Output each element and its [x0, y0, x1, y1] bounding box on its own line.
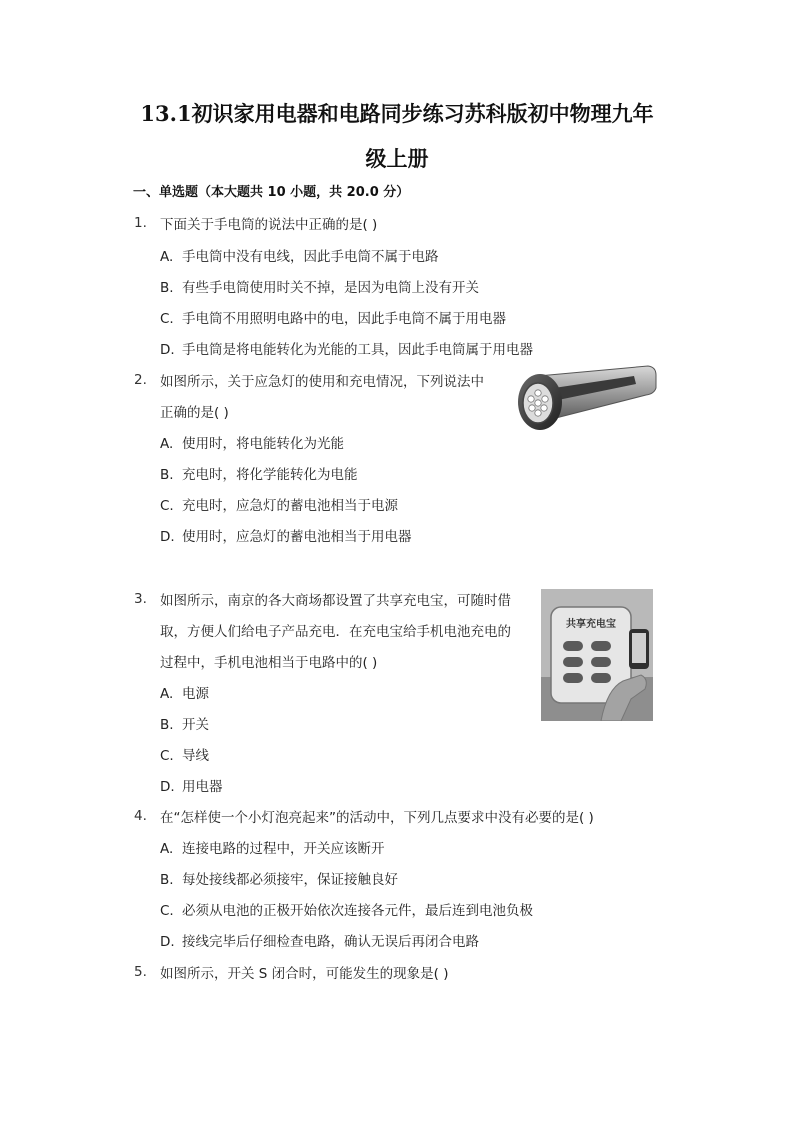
option-label: D. [160, 342, 175, 358]
option-text: 开关 [182, 717, 209, 733]
flashlight-figure [508, 362, 658, 438]
option-text: 使用时，应急灯的蓄电池相当于用电器 [182, 529, 412, 545]
option-label: D. [160, 779, 175, 795]
question-1-option-c [160, 307, 506, 327]
question-3-option-d [160, 775, 223, 795]
option-label: B. [160, 717, 174, 733]
option-label: D. [160, 934, 175, 950]
option-label: C. [160, 903, 174, 919]
question-1-text: 下面关于手电筒的说法中正确的是( ) [160, 217, 378, 233]
question-4-option-b [160, 868, 398, 888]
question-1-number: 1. [134, 215, 147, 231]
question-5-number: 5. [134, 964, 147, 980]
question-3-text-line1: 如图所示，南京的各大商场都设置了共享充电宝，可随时借 [160, 593, 511, 609]
option-text: 接线完毕后仔细检查电路，确认无误后再闭合电路 [182, 934, 479, 950]
question-1-option-a [160, 245, 439, 265]
option-text: 必须从电池的正极开始依次连接各元件，最后连到电池负极 [182, 903, 533, 919]
question-3-number: 3. [134, 591, 147, 607]
option-text: 连接电路的过程中，开关应该断开 [182, 841, 385, 857]
power-bank-sign: 共享充电宝 [566, 619, 616, 630]
question-1-option-d [160, 338, 533, 358]
option-label: B. [160, 280, 174, 296]
question-2-text-line1: 如图所示，关于应急灯的使用和充电情况，下列说法中 [160, 374, 484, 390]
section-header: 一、单选题（本大题共 10 小题，共 20.0 分） [133, 185, 410, 200]
option-label: A. [160, 249, 174, 265]
option-label: C. [160, 498, 174, 514]
question-3-text-line3: 过程中，手机电池相当于电路中的( ) [160, 655, 378, 671]
question-2-option-d [160, 525, 412, 545]
page-title: 13.1初识家用电器和电路同步练习苏科版初中物理九年 [140, 101, 654, 126]
question-3-option-a [160, 682, 209, 702]
question-3-option-c [160, 744, 209, 764]
option-label: C. [160, 748, 174, 764]
question-3-text-line2: 取，方便人们给电子产品充电．在充电宝给手机电池充电的 [160, 624, 511, 640]
question-1-option-b [160, 276, 479, 296]
option-text: 有些手电筒使用时关不掉，是因为电筒上没有开关 [182, 280, 479, 296]
option-label: A. [160, 436, 174, 452]
option-text: 导线 [182, 748, 209, 764]
option-label: C. [160, 311, 174, 327]
question-3-option-b [160, 713, 209, 733]
power-bank-figure [541, 589, 653, 721]
option-label: A. [160, 686, 174, 702]
page-title-line2: 级上册 [365, 146, 429, 171]
option-label: B. [160, 467, 174, 483]
question-4-number: 4. [134, 808, 147, 824]
option-text: 手电筒中没有电线，因此手电筒不属于电路 [182, 249, 439, 265]
question-4-option-c [160, 899, 533, 919]
option-text: 手电筒是将电能转化为光能的工具，因此手电筒属于用电器 [182, 342, 533, 358]
question-2-option-b [160, 463, 358, 483]
question-2-number: 2. [134, 372, 147, 388]
option-text: 电源 [182, 686, 209, 702]
option-label: A. [160, 841, 174, 857]
option-text: 手电筒不用照明电路中的电，因此手电筒不属于用电器 [182, 311, 506, 327]
question-4-text: 在“怎样使一个小灯泡亮起来”的活动中，下列几点要求中没有必要的是( ) [160, 810, 594, 826]
option-text: 使用时，将电能转化为光能 [182, 436, 344, 452]
option-text: 充电时，将化学能转化为电能 [182, 467, 358, 483]
option-label: B. [160, 872, 174, 888]
question-2-option-a [160, 432, 344, 452]
option-text: 充电时，应急灯的蓄电池相当于电源 [182, 498, 398, 514]
question-5-text: 如图所示，开关 S 闭合时，可能发生的现象是( ) [160, 966, 449, 982]
option-text: 每处接线都必须接牢，保证接触良好 [182, 872, 398, 888]
option-text: 用电器 [182, 779, 223, 795]
question-4-option-a [160, 837, 385, 857]
question-2-text-line2: 正确的是( ) [160, 405, 229, 421]
question-4-option-d [160, 930, 479, 950]
option-label: D. [160, 529, 175, 545]
question-2-option-c [160, 494, 398, 514]
